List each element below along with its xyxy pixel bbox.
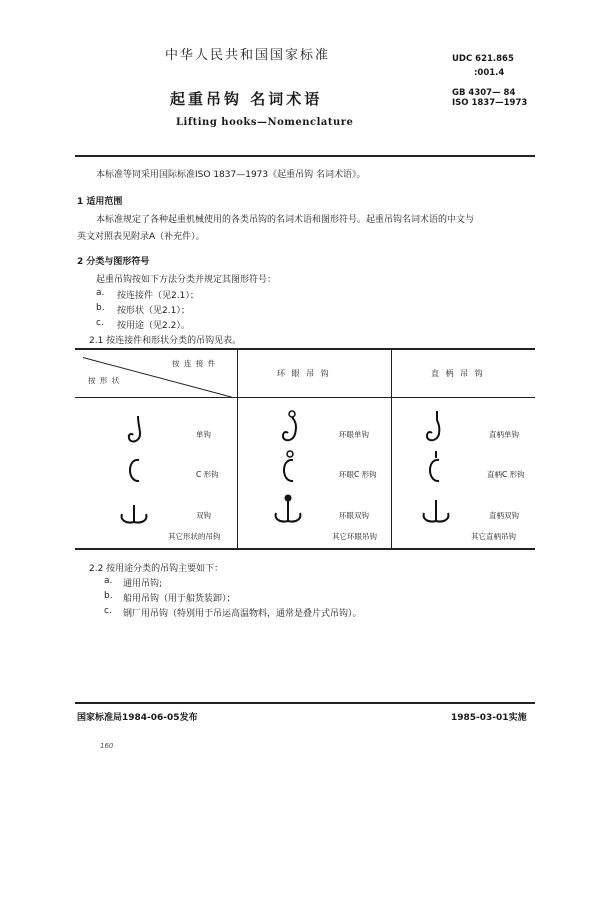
table-cell-label: 环眼双钩 xyxy=(339,511,369,520)
table-cell-label: 环眼C 形钩 xyxy=(339,470,377,479)
table-cell-label: 双钩 xyxy=(196,511,211,520)
list-item-marker: c. xyxy=(96,318,104,328)
table-header-rule xyxy=(75,397,535,398)
standard-title: 中华人民共和国国家标准 xyxy=(165,48,331,63)
section-2-heading: 2 分类与图形符号 xyxy=(77,257,150,267)
effective-date: 1985-03-01实施 xyxy=(451,713,527,723)
list-item: 按形状（见2.1）； xyxy=(117,306,190,316)
eye-single-hook-icon xyxy=(278,410,302,446)
table-cell-label: 直柄双钩 xyxy=(489,511,519,520)
table-cell-label: 其它环眼吊钩 xyxy=(332,532,377,541)
table-cell-label: 其它直柄吊钩 xyxy=(471,532,516,541)
document-title-en: Lifting hooks—Nomenclature xyxy=(176,117,354,128)
section-1-text-line2: 英文对照表见附录A（补充件）。 xyxy=(77,232,205,242)
table-cell-label: 其它形状的吊钩 xyxy=(168,532,221,541)
double-hook-icon xyxy=(118,504,150,526)
list-item-marker: b. xyxy=(96,303,105,313)
udc-code: UDC 621.865 xyxy=(452,54,514,64)
section-2-intro: 起重吊钩按如下方法分类并规定其图形符号： xyxy=(96,275,277,285)
list-item-marker: a. xyxy=(104,576,113,586)
section-1-text-line1: 本标准规定了各种起重机械使用的各类吊钩的名词术语和图形符号。起重吊钩名词术语的中文与 xyxy=(96,215,475,225)
eye-c-hook-icon xyxy=(278,450,300,486)
gb-code: GB 4307— 84 xyxy=(452,88,516,98)
section-2-1-heading: 2.1 按连接件和形状分类的吊钩见表。 xyxy=(89,336,242,346)
list-item-marker: c. xyxy=(104,606,112,616)
shank-c-hook-icon xyxy=(424,450,446,486)
list-item: 船用吊钩（用于船货装卸）； xyxy=(123,594,236,604)
page-number: 160 xyxy=(100,742,114,750)
table-cell-label: 环眼单钩 xyxy=(339,430,369,439)
table-cell-label: 单钩 xyxy=(196,430,211,439)
document-title-cn: 起重吊钩 名词术语 xyxy=(170,90,323,108)
section-1-heading: 1 适用范围 xyxy=(77,197,123,207)
column-header-shank-hook: 直 柄 吊 钩 xyxy=(431,369,485,378)
c-hook-icon xyxy=(124,456,146,486)
table-cell-label: 直柄C 形钩 xyxy=(487,470,525,479)
eye-double-hook-icon xyxy=(272,494,304,526)
table-column-divider xyxy=(237,348,238,548)
table-column-divider xyxy=(391,348,392,548)
table-bottom-rule xyxy=(75,548,535,550)
list-item-marker: a. xyxy=(96,288,105,298)
intro-text: 本标准等同采用国际标准ISO 1837—1973《起重吊钩 名词术语》。 xyxy=(96,170,366,180)
list-item: 按连接件（见2.1）； xyxy=(117,291,199,301)
list-item-marker: b. xyxy=(104,591,113,601)
footer-rule xyxy=(75,702,535,704)
table-top-rule xyxy=(75,348,535,350)
issue-date: 国家标准局1984-06-05发布 xyxy=(77,713,198,723)
list-item: 按用途（见2.2）。 xyxy=(117,321,190,331)
header-rule xyxy=(75,155,535,157)
shank-single-hook-icon xyxy=(422,410,446,446)
section-2-2-heading: 2.2 按用途分类的吊钩主要如下： xyxy=(89,564,224,574)
table-cell-label: C 形钩 xyxy=(196,470,219,479)
column-header-eye-hook: 环 眼 吊 钩 xyxy=(277,369,331,378)
corner-label-connection: 按 连 接 件 xyxy=(172,359,217,368)
list-item: 钢厂用吊钩（特别用于吊运高温物料，通常是叠片式吊钩）。 xyxy=(123,609,362,619)
iso-code: ISO 1837—1973 xyxy=(452,98,528,108)
list-item: 通用吊钩; xyxy=(123,579,163,589)
shank-double-hook-icon xyxy=(420,500,452,526)
table-cell-label: 直柄单钩 xyxy=(489,430,519,439)
single-hook-icon xyxy=(124,414,148,446)
udc-sub-code: :001.4 xyxy=(474,68,505,78)
corner-label-shape: 按 形 状 xyxy=(88,376,121,385)
